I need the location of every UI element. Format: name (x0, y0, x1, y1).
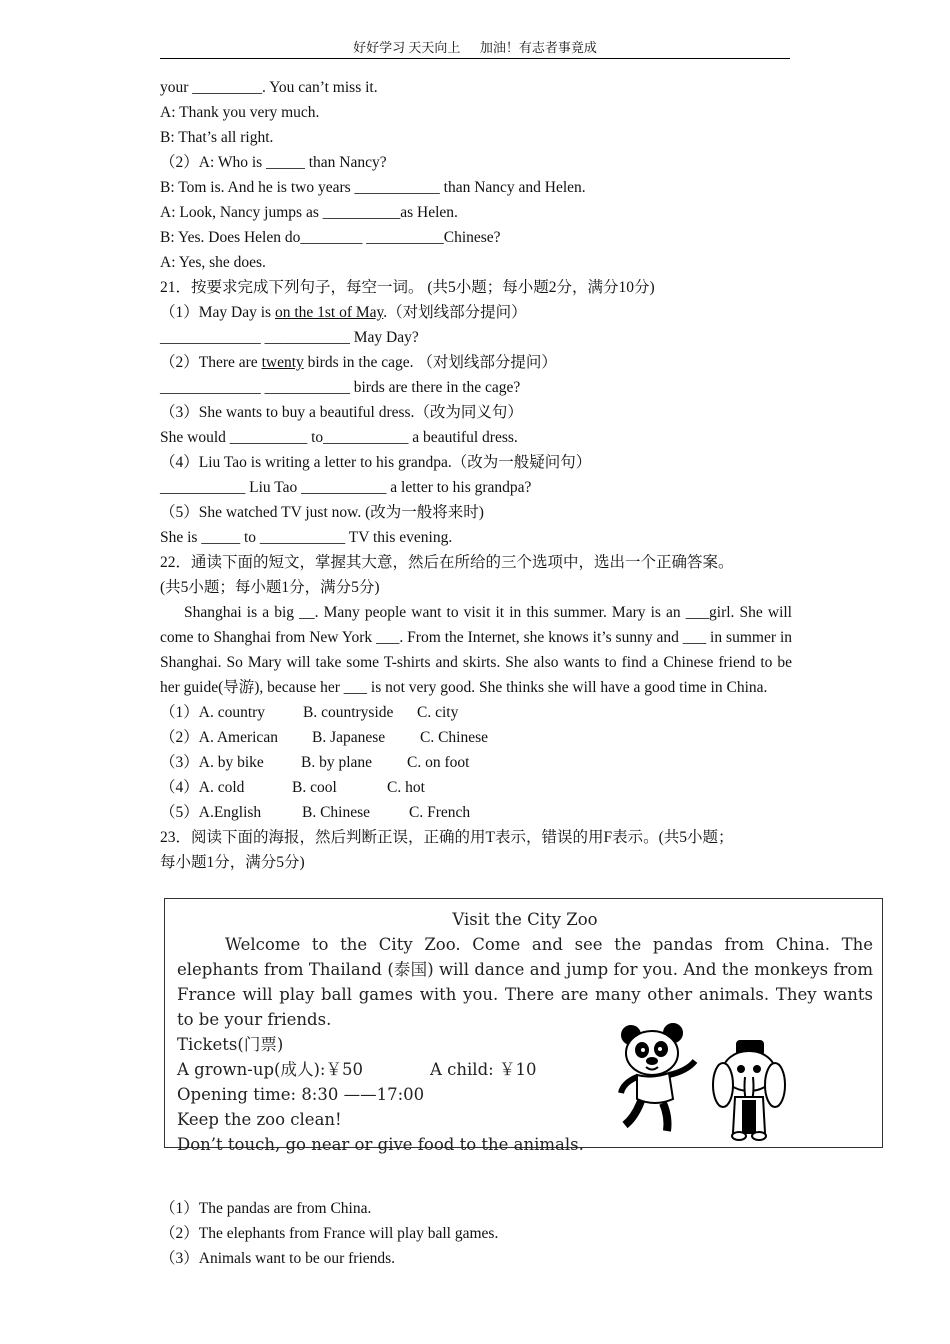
q21-sentence-3: （3）She wants to buy a beautiful dress.（改为同义句） (160, 404, 523, 421)
dialogue-line: B: Tom is. And he is two years ___________ than Nancy and Helen. (160, 179, 586, 196)
q21-sentence-2: （2）There are twenty birds in the cage. （对划线部分提问） (160, 354, 557, 371)
q21-answer-5: She is _____ to ___________ TV this evening. (160, 529, 453, 546)
q22-option-row: （5）A.English B. Chinese C. French (160, 804, 471, 821)
q21-answer-3: She would __________ to___________ a beautiful dress. (160, 429, 518, 446)
panda-icon (617, 1021, 705, 1139)
zoo-poster (164, 898, 883, 1154)
dialogue-line: （2）A: Who is _____ than Nancy? (160, 154, 387, 171)
poster-opening-time: Opening time: 8:30 ——17:00 (177, 1085, 425, 1104)
q23-title: 23．阅读下面的海报，然后判断正误，正确的用T表示，错误的用F表示。(共5小题； (160, 829, 734, 846)
q21-sentence-5: （5）She watched TV just now. (改为一般将来时) (160, 504, 484, 521)
q23-subtitle: 每小题1分，满分5分) (160, 854, 305, 871)
dialogue-line: your _________. You can’t miss it. (160, 79, 378, 96)
q21-sentence-4: （4）Liu Tao is writing a letter to his grandpa.（改为一般疑问句） (160, 454, 592, 471)
poster-body: Welcome to the City Zoo. Come and see the pandas from China. The elephants from Thailand (泰国) will dance and jump for you. And the monkeys from France will play ball games with you. There are many other animals. They wants to be your friends. (177, 935, 873, 1029)
dialogue-line: B: That’s all right. (160, 129, 274, 146)
q21-answer-1: _____________ ___________ May Day? (160, 329, 419, 346)
poster-rules: Don’t touch, go near or give food to the animals. (177, 1135, 584, 1154)
dialogue-line: B: Yes. Does Helen do________ __________Chinese? (160, 229, 501, 246)
poster-keep-clean: Keep the zoo clean! (177, 1110, 342, 1129)
q21-title: 21．按要求完成下列句子，每空一词。 (共5小题；每小题2分，满分10分) (160, 279, 655, 296)
dialogue-line: A: Thank you very much. (160, 104, 320, 121)
q22-option-row: （2）A. American B. Japanese C. Chinese (160, 729, 489, 746)
dialogue-line: A: Look, Nancy jumps as __________as Helen. (160, 204, 458, 221)
statement-3: （3）Animals want to be our friends. (160, 1250, 396, 1267)
statement-2: （2）The elephants from France will play ball games. (160, 1225, 499, 1242)
header-motto-right: 加油！有志者事竟成 (479, 40, 597, 55)
elephant-icon (711, 1037, 791, 1141)
q21-answer-4: ___________ Liu Tao ___________ a letter to his grandpa? (160, 479, 532, 496)
worksheet-content (160, 75, 792, 875)
q22-option-row: （1）A. country B. countryside C. city (160, 704, 459, 721)
page-header (160, 38, 790, 59)
poster-title: Visit the City Zoo (452, 910, 598, 929)
true-false-statements (160, 1196, 792, 1271)
underlined-phrase: on the 1st of May (274, 304, 384, 321)
q22-title: 22．通读下面的短文，掌握其大意，然后在所给的三个选项中，选出一个正确答案。 (160, 554, 734, 571)
poster-tickets: Tickets(门票) (177, 1035, 284, 1054)
underlined-phrase: twenty (261, 354, 304, 371)
q22-option-row: （4）A. cold B. cool C. hot (160, 779, 425, 796)
q22-option-row: （3）A. by bike B. by plane C. on foot (160, 754, 470, 771)
q22-passage: Shanghai is a big __. Many people want to visit it in this summer. Mary is an ___girl. She will come to Shanghai from New York ___. From the Internet, she knows it’s sunny and ___ in summer in Shanghai. So Mary will take some T-shirts and skirts. She also wants to find a Chinese friend to be her guide(导游), because her ___ is not very good. She thinks she will have a good time in China. (160, 604, 792, 696)
statement-1: （1）The pandas are from China. (160, 1200, 372, 1217)
q21-answer-2: _____________ ___________ birds are there in the cage? (160, 379, 521, 396)
q21-sentence-1: （1）May Day is on the 1st of May.（对划线部分提问） (160, 304, 527, 321)
dialogue-line: A: Yes, she does. (160, 254, 266, 271)
header-motto-left: 好好学习 天天向上 (353, 40, 461, 55)
q22-subtitle: (共5小题；每小题1分，满分5分) (160, 579, 380, 596)
adult-price: A grown-up(成人):￥50 (177, 1060, 363, 1079)
child-price: A child: ￥10 (430, 1060, 537, 1079)
